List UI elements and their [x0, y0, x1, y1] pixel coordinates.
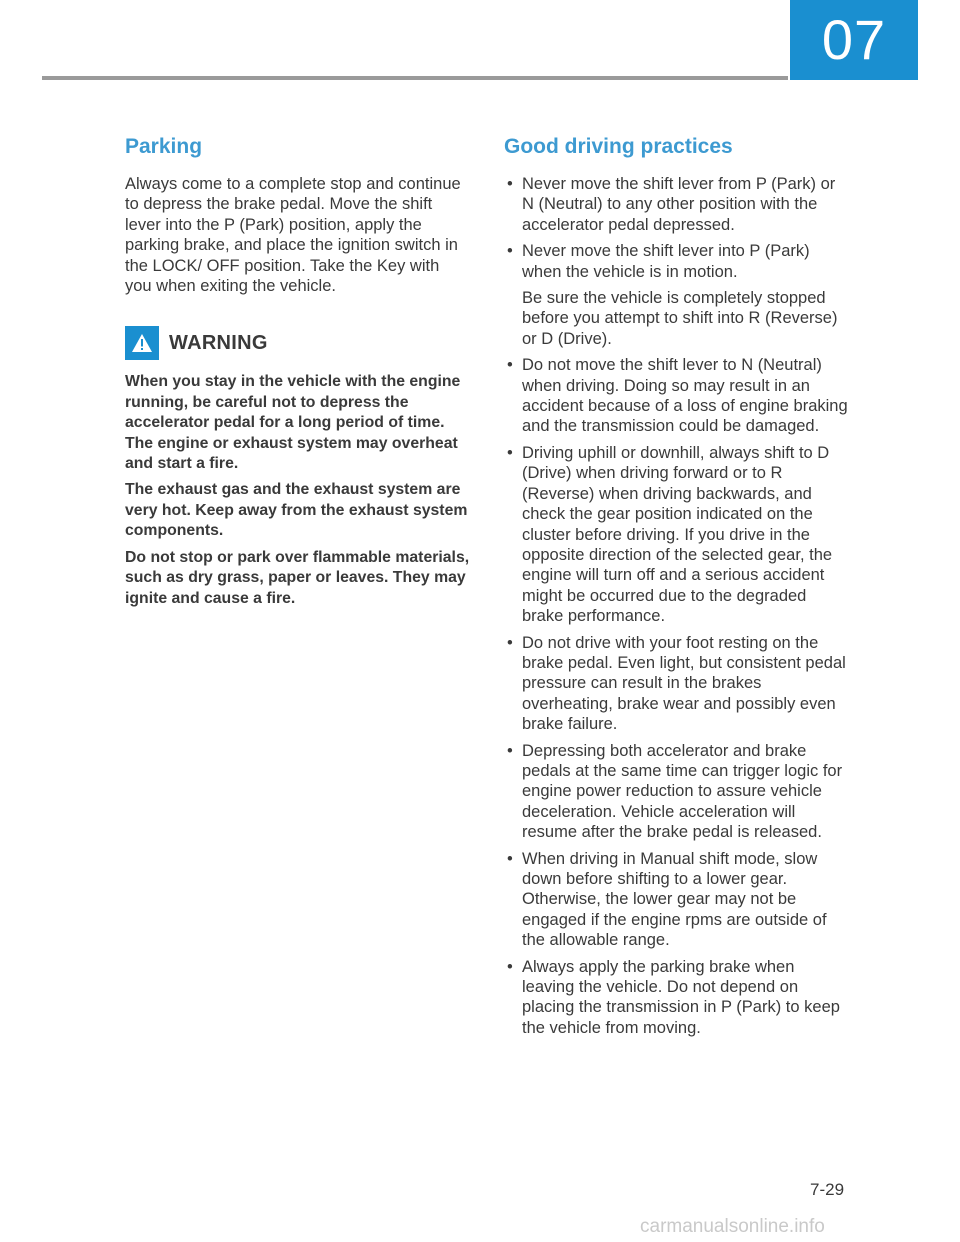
bullet-icon: • [507, 957, 513, 976]
list-item-text: Never move the shift lever from P (Park) or N (Neutral) to any other position with the accelerator pedal depressed. [522, 175, 836, 234]
list-item-note: Be sure the vehicle is completely stopped before you attempt to shift into R (Reverse) or D (Drive). [522, 289, 838, 348]
parking-heading: Parking [125, 135, 203, 158]
list-item [504, 741, 850, 843]
page-number: 7-29 [810, 1180, 845, 1199]
list-item [504, 633, 850, 735]
right-column [504, 128, 850, 1044]
warning-title: WARNING [169, 331, 268, 354]
list-item [504, 241, 850, 349]
warning-paragraph: The exhaust gas and the exhaust system are very hot. Keep away from the exhaust system components. [125, 481, 468, 540]
list-item-text: When driving in Manual shift mode, slow down before shifting to a lower gear. Otherwise, the lower gear may not be engaged if the engine rpms are outside of the allowable range. [522, 849, 827, 950]
bullet-icon: • [507, 242, 513, 261]
list-item [504, 355, 850, 437]
list-item-text: Do not move the shift lever to N (Neutral) when driving. Doing so may result in an accident because of a loss of engine braking and the transmission could be damaged. [522, 356, 848, 436]
list-item [504, 443, 850, 627]
chapter-tab: 07 [790, 0, 918, 80]
good-driving-heading: Good driving practices [504, 135, 733, 158]
list-item [504, 957, 850, 1039]
list-item [504, 174, 850, 235]
list-item-text: Depressing both accelerator and brake pedals at the same time can trigger logic for engine power reduction to assure vehicle deceleration. Vehicle acceleration will resume after the brake pedal is released. [522, 741, 843, 842]
warning-paragraph: Do not stop or park over flammable materials, such as dry grass, paper or leaves. They may ignite and cause a fire. [125, 548, 470, 607]
bullet-icon: • [507, 175, 513, 193]
bullet-icon: • [507, 443, 513, 462]
list-item-text: Always apply the parking brake when leaving the vehicle. Do not depend on placing the transmission in P (Park) to keep the vehicle from moving. [522, 957, 840, 1037]
list-item [504, 849, 850, 951]
left-column [125, 128, 470, 615]
parking-paragraph: Always come to a complete stop and continue to depress the brake pedal. Move the shift lever into the P (Park) position, apply the parking brake, and place the ignition switch in the LOCK/ OFF position. Take the Key with you when exiting the vehicle. [125, 175, 461, 296]
warning-header [125, 326, 470, 360]
driving-practices-list [504, 174, 850, 1038]
list-item-text: Driving uphill or downhill, always shift to D (Drive) when driving forward or to R (Reverse) when driving backwards, and check the gear position indicated on the cluster before driving. If you drive in the opposite direction of the selected gear, the engine will turn off and a serious accident might be occurred due to the degraded brake performance. [522, 443, 833, 626]
warning-body [125, 372, 470, 608]
bullet-icon: • [507, 741, 513, 760]
warning-triangle-icon [125, 326, 159, 360]
list-item-text: Never move the shift lever into P (Park) when the vehicle is in motion. [522, 242, 810, 281]
list-item-text: Do not drive with your foot resting on the brake pedal. Even light, but consistent pedal pressure can result in the brakes overheating, brake wear and possibly even brake failure. [522, 633, 846, 734]
warning-paragraph: When you stay in the vehicle with the engine running, be careful not to depress the accelerator pedal for a long period of time. The engine or exhaust system may overheat and start a fire. [125, 373, 461, 473]
bullet-icon: • [507, 849, 513, 868]
header-rule [42, 76, 788, 80]
bullet-icon: • [507, 356, 513, 375]
watermark: carmanualsonline.info [640, 1216, 825, 1237]
bullet-icon: • [507, 633, 513, 652]
